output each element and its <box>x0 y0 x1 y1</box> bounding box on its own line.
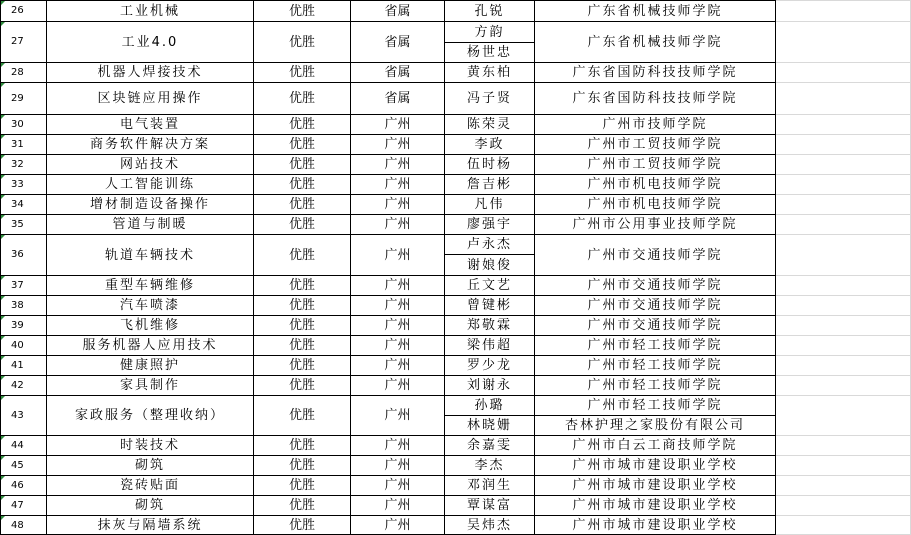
project-name: 增材制造设备操作 <box>89 197 210 212</box>
award-result: 优胜 <box>288 3 315 19</box>
grid-line <box>775 475 911 476</box>
award-result: 优胜 <box>288 177 315 192</box>
contestant-name: 陈荣灵 <box>466 117 512 132</box>
award-result: 优胜 <box>288 358 315 373</box>
affiliation-level: 广州 <box>384 177 411 192</box>
grid-line <box>775 114 911 115</box>
grid-line <box>775 82 911 83</box>
grid-line <box>775 214 911 215</box>
project-name: 人工智能训练 <box>104 177 195 192</box>
grid-line <box>775 375 911 376</box>
grid-line <box>775 62 911 63</box>
contestant-name: 林晓姗 <box>466 418 512 433</box>
row-number: 33 <box>11 178 24 190</box>
organization-name: 广州市城市建设职业学校 <box>572 498 738 513</box>
project-name: 电气装置 <box>119 117 180 132</box>
organization-name: 广州市城市建设职业学校 <box>572 478 738 493</box>
project-name: 时装技术 <box>119 438 180 453</box>
affiliation-level: 广州 <box>384 358 411 373</box>
affiliation-level: 广州 <box>384 478 411 493</box>
award-result: 优胜 <box>288 338 315 353</box>
award-result: 优胜 <box>288 438 315 453</box>
affiliation-level: 广州 <box>384 137 411 152</box>
affiliation-level: 省属 <box>384 3 411 19</box>
row-number: 32 <box>11 158 24 170</box>
organization-name: 广州市公用事业技师学院 <box>572 217 738 232</box>
grid-line <box>775 275 911 276</box>
row-number: 44 <box>11 439 24 451</box>
affiliation-level: 广州 <box>384 298 411 313</box>
affiliation-level: 广州 <box>384 438 411 453</box>
contestant-name: 孔锐 <box>474 3 505 19</box>
row-number: 42 <box>11 379 24 391</box>
organization-name: 广州市白云工商技师学院 <box>572 438 738 453</box>
row-number: 26 <box>11 5 24 16</box>
contestant-name: 卢永杰 <box>466 237 512 252</box>
project-name: 瓷砖贴面 <box>119 478 180 493</box>
project-name: 飞机维修 <box>119 318 180 333</box>
grid-line <box>775 335 911 336</box>
organization-name: 广州市机电技师学院 <box>587 177 723 192</box>
affiliation-level: 广州 <box>384 378 411 393</box>
contestant-name: 廖强宇 <box>466 217 512 232</box>
project-name: 汽车喷漆 <box>119 298 180 313</box>
row-number: 29 <box>11 92 24 104</box>
award-result: 优胜 <box>288 137 315 152</box>
contestant-name: 伍时杨 <box>466 157 512 172</box>
grid-line <box>775 455 911 456</box>
project-name: 健康照护 <box>119 358 180 373</box>
project-name: 家具制作 <box>119 378 180 393</box>
award-result: 优胜 <box>288 458 315 473</box>
contestant-name: 丘文艺 <box>466 278 512 293</box>
contestant-name: 郑敬霖 <box>466 318 512 333</box>
project-name: 服务机器人应用技术 <box>82 338 218 353</box>
organization-name: 广东省机械技师学院 <box>587 34 723 50</box>
affiliation-level: 省属 <box>384 34 411 50</box>
organization-name: 广州市轻工技师学院 <box>587 398 723 413</box>
row-number: 34 <box>11 198 24 210</box>
affiliation-level: 广州 <box>384 278 411 293</box>
grid-line <box>775 194 911 195</box>
contestant-name: 冯子贤 <box>466 91 512 106</box>
row-number: 40 <box>11 339 24 351</box>
contestant-name: 黄东柏 <box>466 65 512 80</box>
grid-line <box>775 134 911 135</box>
award-result: 优胜 <box>288 378 315 393</box>
organization-name: 广东省机械技师学院 <box>587 3 723 19</box>
row-number: 45 <box>11 459 24 471</box>
row-number: 43 <box>11 409 24 421</box>
award-result: 优胜 <box>288 318 315 333</box>
project-name: 区块链应用操作 <box>97 91 203 106</box>
affiliation-level: 广州 <box>384 217 411 232</box>
grid-line <box>775 154 911 155</box>
affiliation-level: 广州 <box>384 458 411 473</box>
grid-line <box>775 21 911 22</box>
organization-name: 广州市工贸技师学院 <box>587 137 723 152</box>
project-name: 砌筑 <box>134 498 165 513</box>
award-result: 优胜 <box>288 117 315 132</box>
column-border <box>775 0 776 535</box>
organization-name: 广州市城市建设职业学校 <box>572 518 738 533</box>
grid-line <box>775 295 911 296</box>
row-number: 37 <box>11 279 24 291</box>
project-name: 家政服务（整理收纳） <box>74 408 225 423</box>
award-result: 优胜 <box>288 498 315 513</box>
contestant-name: 吴炜杰 <box>466 518 512 533</box>
award-result: 优胜 <box>288 478 315 493</box>
row-number: 30 <box>11 118 24 130</box>
contestant-name: 方韵 <box>474 24 505 40</box>
affiliation-level: 广州 <box>384 318 411 333</box>
row-number: 48 <box>11 519 24 531</box>
organization-name: 广州市轻工技师学院 <box>587 338 723 353</box>
row-number: 39 <box>11 319 24 331</box>
contestant-name: 詹吉彬 <box>466 177 512 192</box>
award-result: 优胜 <box>288 91 315 106</box>
award-result: 优胜 <box>288 65 315 80</box>
organization-name: 广州市轻工技师学院 <box>587 378 723 393</box>
project-name: 砌筑 <box>134 458 165 473</box>
row-number: 46 <box>11 479 24 491</box>
award-result: 优胜 <box>288 518 315 533</box>
grid-line <box>775 315 911 316</box>
contestant-name: 覃谋富 <box>466 498 512 513</box>
project-name: 工业4.0 <box>121 34 179 50</box>
project-name: 机器人焊接技术 <box>97 65 203 80</box>
grid-line <box>775 234 911 235</box>
affiliation-level: 省属 <box>384 65 411 80</box>
organization-name: 广州市交通技师学院 <box>587 318 723 333</box>
project-name: 工业机械 <box>119 3 180 19</box>
organization-name: 广州市交通技师学院 <box>587 247 723 263</box>
organization-name: 广东省国防科技技师学院 <box>572 65 738 80</box>
grid-line <box>775 495 911 496</box>
award-result: 优胜 <box>288 157 315 172</box>
contestant-name: 刘谢永 <box>466 378 512 393</box>
organization-name: 广州市交通技师学院 <box>587 278 723 293</box>
contestant-name: 孙璐 <box>474 398 505 413</box>
contestant-name: 曾键彬 <box>466 298 512 313</box>
organization-name: 广东省国防科技技师学院 <box>572 91 738 106</box>
award-result: 优胜 <box>288 278 315 293</box>
affiliation-level: 省属 <box>384 91 411 106</box>
row-number: 47 <box>11 499 24 511</box>
award-result: 优胜 <box>288 217 315 232</box>
affiliation-level: 广州 <box>384 117 411 132</box>
grid-line <box>775 515 911 516</box>
contestant-name: 罗少龙 <box>466 358 512 373</box>
organization-name: 广州市城市建设职业学校 <box>572 458 738 473</box>
contestant-name: 谢娘俊 <box>466 257 512 273</box>
row-number: 36 <box>11 249 24 260</box>
organization-name: 广州市交通技师学院 <box>587 298 723 313</box>
grid-line <box>775 0 911 1</box>
project-name: 网站技术 <box>119 157 180 172</box>
award-result: 优胜 <box>288 34 315 50</box>
contestant-name: 凡伟 <box>474 197 505 212</box>
award-result: 优胜 <box>288 408 315 423</box>
grid-line <box>775 174 911 175</box>
project-name: 管道与制暖 <box>112 217 188 232</box>
grid-line <box>775 435 911 436</box>
affiliation-level: 广州 <box>384 247 411 263</box>
organization-name: 广州市轻工技师学院 <box>587 358 723 373</box>
affiliation-level: 广州 <box>384 408 411 423</box>
row-number: 28 <box>11 66 24 78</box>
row-number: 38 <box>11 299 24 311</box>
row-number: 35 <box>11 218 24 230</box>
project-name: 重型车辆维修 <box>104 278 195 293</box>
affiliation-level: 广州 <box>384 197 411 212</box>
organization-name: 广州市机电技师学院 <box>587 197 723 212</box>
affiliation-level: 广州 <box>384 338 411 353</box>
organization-name: 杏林护理之家股份有限公司 <box>564 418 745 433</box>
project-name: 轨道车辆技术 <box>104 247 195 263</box>
grid-line <box>775 355 911 356</box>
project-name: 商务软件解决方案 <box>89 137 210 152</box>
project-name: 抹灰与隔墙系统 <box>97 518 203 533</box>
affiliation-level: 广州 <box>384 157 411 172</box>
grid-line <box>775 395 911 396</box>
contestant-name: 梁伟超 <box>466 338 512 353</box>
affiliation-level: 广州 <box>384 498 411 513</box>
organization-name: 广州市工贸技师学院 <box>587 157 723 172</box>
contestant-name: 邓润生 <box>466 478 512 493</box>
row-number: 27 <box>11 36 24 47</box>
award-result: 优胜 <box>288 247 315 263</box>
row-number: 31 <box>11 138 24 150</box>
affiliation-level: 广州 <box>384 518 411 533</box>
row-number: 41 <box>11 359 24 371</box>
contestant-name: 余嘉雯 <box>466 438 512 453</box>
contestant-name: 李政 <box>474 137 505 152</box>
contestant-name: 杨世忠 <box>466 45 512 60</box>
organization-name: 广州市技师学院 <box>602 117 708 132</box>
award-result: 优胜 <box>288 298 315 313</box>
contestant-name: 李杰 <box>474 458 505 473</box>
award-result: 优胜 <box>288 197 315 212</box>
